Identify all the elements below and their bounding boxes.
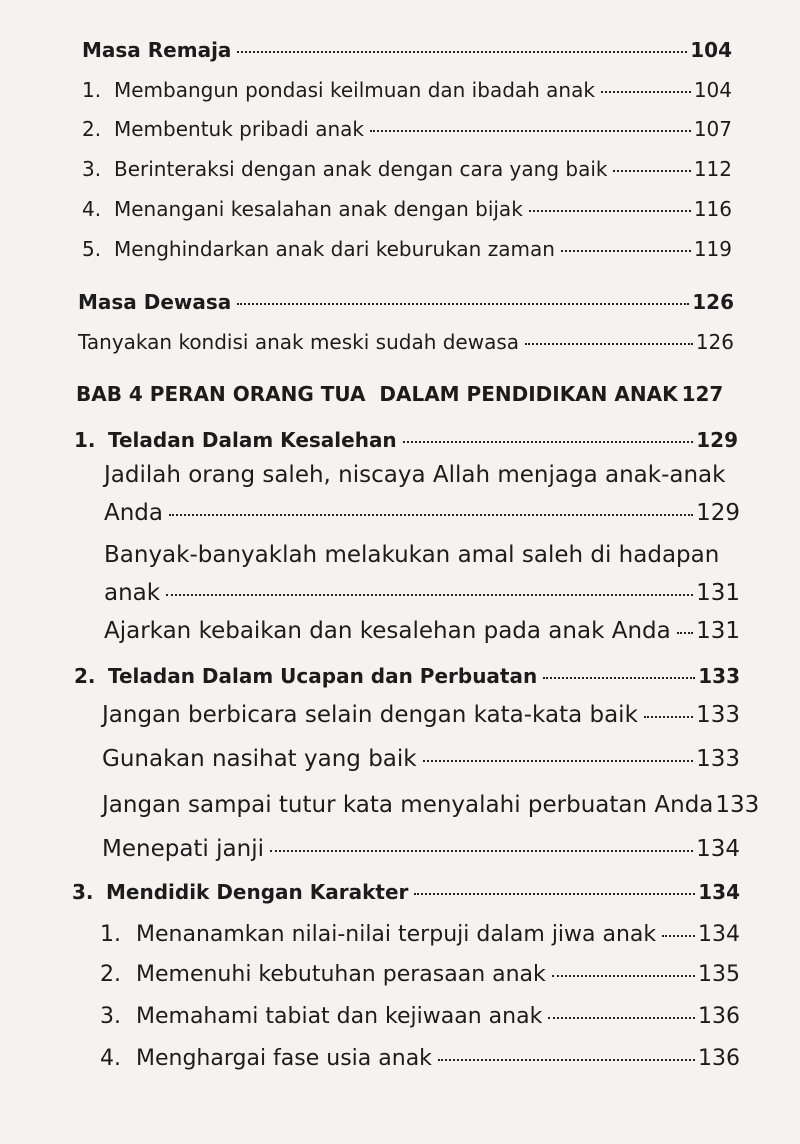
- toc-number: 2.: [74, 664, 96, 688]
- toc-page-number: 129: [696, 500, 740, 526]
- dot-leader: [548, 1017, 695, 1019]
- toc-number: 4.: [100, 1046, 121, 1071]
- toc-section-mendidik-karakter[interactable]: [72, 880, 740, 904]
- toc-section-teladan-kesalehan[interactable]: [74, 428, 738, 452]
- toc-page-number: 131: [696, 580, 740, 606]
- toc-title-line1: Jadilah orang saleh, niscaya Allah menjaga anak-anak: [104, 462, 726, 488]
- toc-title: Menangani kesalahan anak dengan bijak: [114, 197, 523, 221]
- toc-chapter-bab-4[interactable]: [76, 382, 736, 406]
- toc-page-number: 104: [690, 38, 732, 62]
- dot-leader: [529, 210, 691, 212]
- toc-page-number: 136: [698, 1004, 740, 1029]
- dot-leader: [169, 514, 693, 516]
- toc-item[interactable]: [102, 792, 760, 818]
- toc-page-number: 126: [695, 330, 734, 354]
- toc-page-number: 134: [698, 880, 740, 904]
- toc-item[interactable]: [100, 1046, 740, 1071]
- toc-title: Berinteraksi dengan anak dengan cara yang baik: [114, 157, 608, 181]
- dot-leader: [662, 935, 695, 937]
- toc-item[interactable]: [102, 702, 740, 728]
- toc-title: Ajarkan kebaikan dan kesalehan pada anak Anda: [104, 618, 671, 644]
- dot-leader: [613, 170, 690, 172]
- toc-item[interactable]: [100, 962, 740, 987]
- dot-leader: [438, 1059, 695, 1061]
- dot-leader: [543, 677, 695, 679]
- toc-number: 1.: [74, 428, 96, 452]
- toc-title: Jangan sampai tutur kata menyalahi perbuatan Anda: [102, 792, 714, 818]
- toc-title: Teladan Dalam Kesalehan: [108, 428, 397, 452]
- toc-item[interactable]: [102, 836, 740, 862]
- toc-title: Membangun pondasi keilmuan dan ibadah anak: [114, 78, 595, 102]
- toc-title: Menghargai fase usia anak: [136, 1046, 432, 1071]
- toc-number: 3.: [100, 1004, 121, 1029]
- dot-leader: [237, 303, 689, 305]
- dot-leader: [403, 441, 694, 443]
- toc-page-number: 126: [692, 290, 734, 314]
- toc-number: 2.: [82, 117, 102, 141]
- toc-item[interactable]: [82, 237, 732, 261]
- toc-title: Anda: [104, 500, 164, 526]
- dot-leader: [644, 716, 693, 718]
- dot-leader: [414, 893, 695, 895]
- dot-leader: [270, 850, 693, 852]
- dot-leader: [677, 632, 693, 634]
- toc-page-number: 107: [693, 117, 732, 141]
- dot-leader: [237, 51, 687, 53]
- toc-item[interactable]: [104, 618, 740, 644]
- toc-title: Menghindarkan anak dari keburukan zaman: [114, 237, 555, 261]
- toc-title: Menanamkan nilai-nilai terpuji dalam jiwa anak: [136, 922, 657, 947]
- toc-title: Jangan berbicara selain dengan kata-kata baik: [102, 702, 638, 728]
- toc-item[interactable]: [82, 157, 732, 181]
- toc-title: anak: [104, 580, 161, 606]
- toc-title: BAB 4 PERAN ORANG TUA DALAM PENDIDIKAN ANAK: [76, 382, 678, 406]
- toc-page-number: 127: [681, 382, 724, 406]
- toc-page-number: 112: [693, 157, 732, 181]
- toc-page-number: 104: [693, 78, 732, 102]
- dot-leader: [525, 343, 693, 345]
- toc-section-masa-dewasa[interactable]: [78, 290, 734, 314]
- toc-number: 3.: [72, 880, 94, 904]
- toc-page-number: 119: [693, 237, 732, 261]
- toc-item[interactable]: [82, 197, 732, 221]
- dot-leader: [601, 91, 691, 93]
- toc-item[interactable]: [100, 922, 740, 947]
- toc-title: Masa Dewasa: [78, 290, 232, 314]
- toc-title: Memahami tabiat dan kejiwaan anak: [136, 1004, 543, 1029]
- toc-page-number: 133: [715, 792, 760, 818]
- dot-leader: [166, 594, 693, 596]
- toc-title: Memenuhi kebutuhan perasaan anak: [136, 962, 546, 987]
- toc-item[interactable]: [82, 78, 732, 102]
- toc-page-number: 131: [696, 618, 740, 644]
- toc-item[interactable]: [100, 1004, 740, 1029]
- toc-title: Tanyakan kondisi anak meski sudah dewasa: [78, 330, 520, 354]
- toc-number: 2.: [100, 962, 121, 987]
- dot-leader: [423, 760, 693, 762]
- toc-page-number: 134: [696, 836, 740, 862]
- toc-title-line1: Banyak-banyaklah melakukan amal saleh di hadapan: [104, 542, 720, 568]
- toc-item[interactable]: [104, 500, 740, 526]
- toc-number: 4.: [82, 197, 102, 221]
- toc-item[interactable]: [102, 746, 740, 772]
- toc-title: Teladan Dalam Ucapan dan Perbuatan: [108, 664, 538, 688]
- toc-title: Menepati janji: [102, 836, 264, 862]
- toc-title: Membentuk pribadi anak: [114, 117, 364, 141]
- toc-page-number: 133: [698, 664, 740, 688]
- toc-page-number: 135: [698, 962, 740, 987]
- dot-leader: [370, 130, 691, 132]
- toc-section-teladan-ucapan[interactable]: [74, 664, 740, 688]
- toc-number: 1.: [82, 78, 102, 102]
- toc-title: Gunakan nasihat yang baik: [102, 746, 417, 772]
- dot-leader: [561, 250, 691, 252]
- toc-page-number: 116: [693, 197, 732, 221]
- toc-item[interactable]: [104, 580, 740, 606]
- toc-page-number: 129: [696, 428, 738, 452]
- toc-page-number: 134: [698, 922, 740, 947]
- toc-title: Mendidik Dengan Karakter: [106, 880, 409, 904]
- toc-section-masa-remaja[interactable]: [82, 38, 732, 62]
- toc-page-number: 133: [696, 746, 740, 772]
- toc-title: Masa Remaja: [82, 38, 232, 62]
- dot-leader: [552, 975, 695, 977]
- toc-item[interactable]: [78, 330, 734, 354]
- toc-item[interactable]: [82, 117, 732, 141]
- toc-page-number: 133: [696, 702, 740, 728]
- toc-number: 3.: [82, 157, 102, 181]
- toc-page-number: 136: [698, 1046, 740, 1071]
- toc-number: 1.: [100, 922, 121, 947]
- toc-number: 5.: [82, 237, 102, 261]
